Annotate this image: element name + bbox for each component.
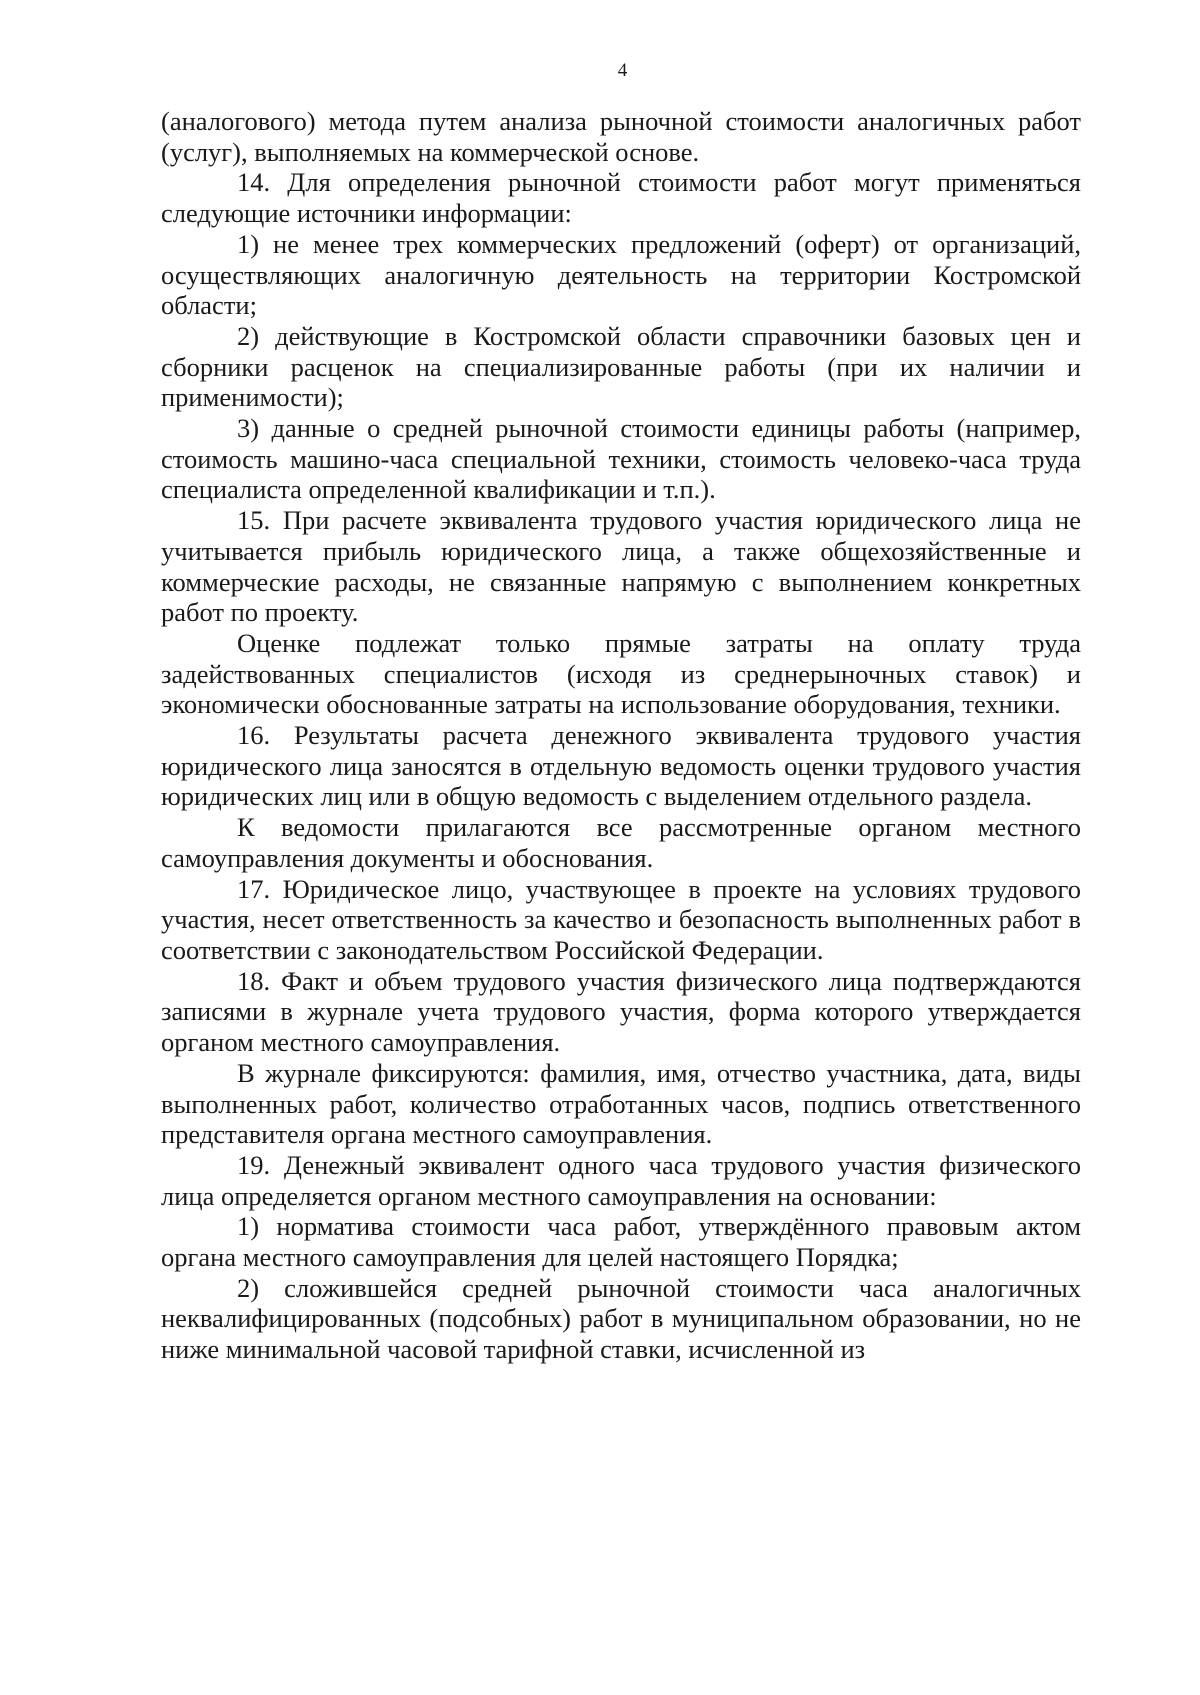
paragraph: 18. Факт и объем трудового участия физического лица подтверждаются записями в журнале учета трудового участия, форма которого утверждается органом местного самоуправления. — [161, 965, 1081, 1058]
paragraph: К ведомости прилагаются все рассмотренные органом местного самоуправления документы и обоснования. — [161, 812, 1081, 873]
document-body — [161, 106, 1081, 1365]
paragraph: 15. При расчете эквивалента трудового участия юридического лица не учитывается прибыль юридического лица, а также общехозяйственные и коммерческие расходы, не связанные напрямую с выполнением конкретных работ по проекту. — [161, 505, 1081, 628]
list-item: 3) данные о средней рыночной стоимости единицы работы (например, стоимость машино-часа специальной техники, стоимость человеко-часа труда специалиста определенной квалификации и т.п.). — [161, 413, 1081, 505]
list-item: 1) не менее трех коммерческих предложений (оферт) от организаций, осуществляющих аналогичную деятельность на территории Костромской области; — [161, 228, 1081, 321]
paragraph: 14. Для определения рыночной стоимости работ могут применяться следующие источники информации: — [161, 167, 1081, 229]
paragraph: 17. Юридическое лицо, участвующее в проекте на условиях трудового участия, несет ответственность за качество и безопасность выполненных работ в соответствии с законодательством Российской Федерации. — [161, 873, 1081, 965]
paragraph: 19. Денежный эквивалент одного часа трудового участия физического лица определяется органом местного самоуправления на основании: — [161, 1149, 1081, 1211]
paragraph: Оценке подлежат только прямые затраты на оплату труда задействованных специалистов (исходя из среднерыночных ставок) и экономически обоснованные затраты на использование оборудования, техники. — [161, 627, 1081, 720]
list-item: 1) норматива стоимости часа работ, утверждённого правовым актом органа местного самоуправления для целей настоящего Порядка; — [161, 1211, 1081, 1273]
paragraph: В журнале фиксируются: фамилия, имя, отчество участника, дата, виды выполненных работ, количество отработанных часов, подпись ответственного представителя органа местного самоуправления. — [161, 1057, 1081, 1150]
paragraph: (аналогового) метода путем анализа рыночной стоимости аналогичных работ (услуг), выполняемых на коммерческой основе. — [161, 106, 1081, 167]
list-item: 2) сложившейся средней рыночной стоимости часа аналогичных неквалифицированных (подсобных) работ в муниципальном образовании, но не ниже минимальной часовой тарифной ставки, исчисленной из — [161, 1272, 1081, 1365]
list-item: 2) действующие в Костромской области справочники базовых цен и сборники расценок на специализированные работы (при их наличии и применимости); — [161, 320, 1081, 413]
paragraph: 16. Результаты расчета денежного эквивалента трудового участия юридического лица заносятся в отдельную ведомость оценки трудового участия юридических лиц или в общую ведомость с выделением отдельного раздела. — [161, 720, 1081, 812]
page-number: 4 — [617, 60, 628, 81]
